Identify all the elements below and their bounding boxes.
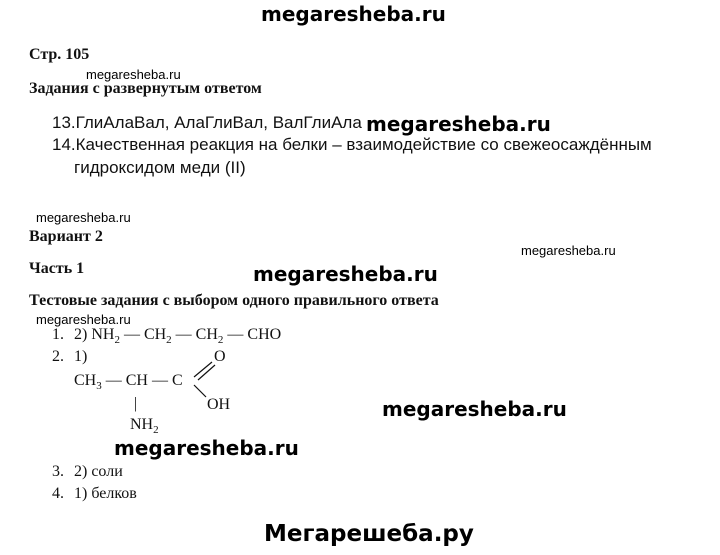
- answer-text: 1) белков: [74, 485, 137, 502]
- formula-nh2: $NH_2$: [91, 326, 120, 347]
- question-number: 3.: [52, 463, 64, 480]
- question-number: 2.: [52, 348, 64, 365]
- bond: —: [175, 326, 192, 343]
- formula-ch2: $CH_2$: [195, 326, 224, 347]
- watermark-inline: megaresheba.ru: [366, 112, 551, 136]
- section-title: Задания с развернутым ответом: [29, 80, 262, 97]
- group-nh2: $NH_2$: [130, 416, 159, 437]
- atom-o: O: [214, 348, 226, 365]
- question-3: [52, 463, 123, 481]
- question-2: [52, 348, 87, 366]
- watermark-center: megaresheba.ru: [253, 262, 438, 286]
- formula-cho: CHO: [247, 326, 282, 343]
- vertical-bond: |: [134, 395, 138, 412]
- part-title: Часть 1: [29, 260, 85, 277]
- bond: —: [123, 326, 140, 343]
- group-oh: OH: [207, 396, 231, 413]
- watermark-top: megaresheba.ru: [261, 2, 446, 26]
- footer-watermark: Мегарешеба.ру: [264, 521, 474, 547]
- formula-main-chain: $CH_3$ — CH — C: [74, 372, 183, 393]
- watermark-small: megaresheba.ru: [521, 243, 616, 258]
- answer-14-continuation: гидроксидом меди (II): [74, 158, 246, 177]
- watermark-small: megaresheba.ru: [86, 67, 181, 82]
- watermark-right: megaresheba.ru: [382, 397, 567, 421]
- question-number: 4.: [52, 485, 64, 502]
- question-4: [52, 485, 137, 503]
- page-label: Стр. 105: [29, 46, 90, 63]
- watermark-small: megaresheba.ru: [36, 210, 131, 225]
- question-number: 1.: [52, 326, 64, 343]
- answer-number: 14.: [52, 135, 76, 154]
- answer-text: 2) соли: [74, 463, 123, 480]
- watermark-small: megaresheba.ru: [36, 312, 131, 327]
- answer-13: [52, 113, 362, 133]
- test-title: Тестовые задания с выбором одного правильного ответа: [29, 292, 439, 309]
- variant-title: Вариант 2: [29, 228, 103, 245]
- bond: —: [227, 326, 244, 343]
- option-label: 2): [74, 326, 88, 343]
- question-1: [52, 326, 281, 346]
- answer-14: [52, 135, 652, 155]
- answer-text: Качественная реакция на белки – взаимодействие со свежеосаждённым: [75, 135, 652, 154]
- formula-ch2: $CH_2$: [143, 326, 172, 347]
- option-label: 1): [74, 348, 88, 365]
- watermark-center: megaresheba.ru: [114, 436, 299, 460]
- answer-text: ГлиАлаВал, АлаГлиВал, ВалГлиАла: [75, 113, 362, 132]
- answer-number: 13.: [52, 113, 76, 132]
